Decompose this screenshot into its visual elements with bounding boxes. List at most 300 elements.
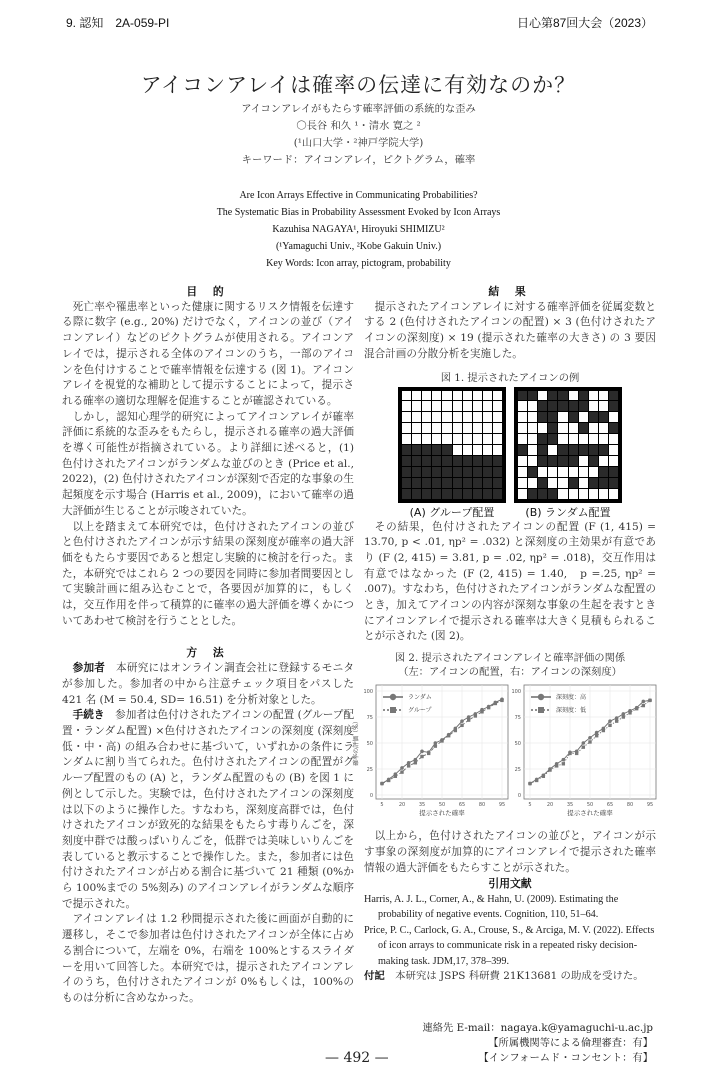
icon-colored xyxy=(422,456,431,466)
english-affiliations: (¹Yamaguchi Univ., ²Kobe Gakuin Univ.) xyxy=(275,241,442,252)
icon-blank xyxy=(579,478,588,488)
data-point xyxy=(400,771,403,774)
icon-blank xyxy=(599,434,608,444)
icon-blank xyxy=(463,401,472,411)
icon-blank xyxy=(493,401,502,411)
icon-colored xyxy=(463,489,472,499)
icon-blank xyxy=(473,391,482,401)
page-number: — 492 — xyxy=(325,1049,389,1066)
data-point xyxy=(487,706,490,709)
purpose-paragraph: しかし，認知心理学的研究によってアイコンアレイが確率評価に系統的な歪みをもたらし，提示される確率の過大評価を導く可能性が指摘されている。より詳細に述べると，(1) 色付けされたアイコンがランダムな並びのとき (Price et al., 2022)，(2) 色付けされたアイコンが深刻で否定的な事象の生起頻度を示す場合 (Harris et al., 2009)，において確率の過大評価が生じることが示唆されていた。 xyxy=(62,410,354,517)
figure1-label-a: (A) グループ配置 xyxy=(409,505,495,519)
x-tick-label: 5 xyxy=(528,802,532,809)
data-point xyxy=(588,736,592,740)
data-point xyxy=(420,755,423,758)
icon-blank xyxy=(453,412,462,422)
data-point xyxy=(588,740,591,743)
icon-colored xyxy=(558,401,567,411)
icon-blank xyxy=(402,434,411,444)
icon-blank xyxy=(432,401,441,411)
icon-colored xyxy=(518,391,527,401)
authors: 〇長谷 和久 ¹・清水 寛之 ² xyxy=(296,120,421,132)
icon-colored xyxy=(402,478,411,488)
keywords: キーワード：アイコンアレイ，ピクトグラム，確率 xyxy=(241,154,476,166)
icon-colored xyxy=(548,456,557,466)
icon-colored xyxy=(548,391,557,401)
icon-colored xyxy=(569,401,578,411)
icon-colored xyxy=(422,489,431,499)
icon-blank xyxy=(412,434,421,444)
participants-label: 参加者 xyxy=(72,662,106,675)
footer-contact-block xyxy=(422,1021,653,1066)
icon-colored xyxy=(473,478,482,488)
icon-blank xyxy=(538,391,547,401)
icon-blank xyxy=(493,434,502,444)
icon-blank xyxy=(422,412,431,422)
results-paragraph: 提示されたアイコンアレイに対する確率評価を従属変数とする 2 (色付けされたアイコンの配置) × 3 (色付けされたアイコンの深刻度) × 19 (提示された確率の大きさ) の 3 要因混合計画の分散分析を実施した。 xyxy=(364,300,656,360)
english-keywords: Key Words: Icon array, pictogram, probability xyxy=(266,258,451,269)
legend-marker xyxy=(538,707,544,713)
icon-array-random xyxy=(514,387,622,503)
data-point xyxy=(642,704,645,707)
paper-subtitle: アイコンアレイがもたらす確率評価の系統的な歪み xyxy=(241,103,476,115)
icon-blank xyxy=(579,489,588,499)
data-point xyxy=(467,719,470,722)
data-point xyxy=(407,761,411,765)
informed-consent: 【インフォームド・コンセント：有】 xyxy=(478,1051,653,1064)
x-axis-label: 提示された確率 xyxy=(419,809,465,818)
icon-blank xyxy=(463,434,472,444)
data-point xyxy=(460,720,464,724)
icon-colored xyxy=(402,467,411,477)
data-point xyxy=(434,745,437,748)
icon-blank xyxy=(599,489,608,499)
icon-colored xyxy=(599,467,608,477)
method-heading: 方 法 xyxy=(186,646,230,660)
icon-colored xyxy=(483,456,492,466)
icon-colored xyxy=(432,467,441,477)
icon-colored xyxy=(599,478,608,488)
icon-blank xyxy=(538,467,547,477)
data-point xyxy=(562,762,565,765)
icon-colored xyxy=(493,467,502,477)
icon-blank xyxy=(569,467,578,477)
icon-blank xyxy=(528,423,537,433)
icon-blank xyxy=(528,401,537,411)
icon-blank xyxy=(518,478,527,488)
icon-blank xyxy=(463,412,472,422)
x-tick-label: 65 xyxy=(458,802,466,809)
icon-colored xyxy=(589,412,598,422)
icon-blank xyxy=(609,412,618,422)
icon-blank xyxy=(609,456,618,466)
icon-blank xyxy=(493,423,502,433)
figure1-label-b: (B) ランダム配置 xyxy=(525,505,611,519)
note-text: 本研究は JSPS 科研費 21K13681 の助成を受けた。 xyxy=(395,970,644,983)
data-point xyxy=(622,715,625,718)
icon-blank xyxy=(518,423,527,433)
icon-colored xyxy=(453,456,462,466)
icon-blank xyxy=(402,423,411,433)
icon-blank xyxy=(483,423,492,433)
purpose-paragraph: 死亡率や罹患率といった健康に関するリスク情報を伝達する際に数字 (e.g., 20%) だけでなく，アイコンの並び（アイコンアレイ）などのピクトグラムが使用される。アイコンアレイでは，提示される全体のアイコンのうち，一部のアイコンを色付けすることで確率情報を伝達する (図 1)。アイコンアレイを視覚的な補助として提示することによって，提示される確率の適切な理解を促進することが確認されている。 xyxy=(62,300,354,407)
icon-colored xyxy=(442,467,451,477)
icon-colored xyxy=(548,434,557,444)
icon-blank xyxy=(548,467,557,477)
y-tick-label: 75 xyxy=(366,715,373,722)
icon-blank xyxy=(609,445,618,455)
icon-blank xyxy=(442,423,451,433)
icon-blank xyxy=(589,434,598,444)
data-point xyxy=(542,775,545,778)
figure1-caption: 図 1. 提示されたアイコンの例 xyxy=(440,371,580,384)
x-tick-label: 50 xyxy=(586,802,594,809)
icon-blank xyxy=(412,423,421,433)
icon-blank xyxy=(463,423,472,433)
figure1-panel-a xyxy=(398,387,506,520)
icon-blank xyxy=(453,401,462,411)
icon-blank xyxy=(538,423,547,433)
icon-blank xyxy=(518,434,527,444)
data-point xyxy=(447,734,450,737)
icon-colored xyxy=(548,412,557,422)
icon-blank xyxy=(422,423,431,433)
icon-colored xyxy=(528,391,537,401)
icon-blank xyxy=(432,423,441,433)
icon-colored xyxy=(473,489,482,499)
icon-colored xyxy=(483,489,492,499)
participants-paragraph xyxy=(62,661,354,708)
icon-blank xyxy=(518,467,527,477)
body-columns xyxy=(62,284,656,1007)
note-label: 付記 xyxy=(364,970,385,983)
icon-blank xyxy=(493,412,502,422)
data-point xyxy=(622,712,626,716)
icon-blank xyxy=(569,391,578,401)
figure1 xyxy=(364,387,656,520)
data-point xyxy=(602,729,605,732)
icon-blank xyxy=(493,391,502,401)
icon-blank xyxy=(432,434,441,444)
icon-blank xyxy=(483,434,492,444)
icon-blank xyxy=(599,423,608,433)
icon-blank xyxy=(473,423,482,433)
icon-blank xyxy=(483,401,492,411)
icon-colored xyxy=(609,423,618,433)
icon-blank xyxy=(412,412,421,422)
data-point xyxy=(595,734,598,737)
data-point xyxy=(628,711,631,714)
icon-colored xyxy=(538,434,547,444)
icon-blank xyxy=(518,401,527,411)
data-point xyxy=(427,752,430,755)
results-section-2 xyxy=(364,520,656,646)
data-point xyxy=(635,707,638,710)
icon-blank xyxy=(453,434,462,444)
y-tick-label: 100 xyxy=(511,689,521,696)
icon-blank xyxy=(402,401,411,411)
icon-blank xyxy=(569,423,578,433)
icon-colored xyxy=(432,445,441,455)
icon-colored xyxy=(402,445,411,455)
icon-blank xyxy=(483,412,492,422)
icon-colored xyxy=(412,489,421,499)
affiliations: (¹山口大学・²神戸学院大学) xyxy=(293,137,424,149)
icon-colored xyxy=(432,478,441,488)
icon-blank xyxy=(473,412,482,422)
icon-blank xyxy=(558,467,567,477)
icon-colored xyxy=(609,467,618,477)
english-title: Are Icon Arrays Effective in Communicating Probabilities? xyxy=(239,190,478,201)
icon-blank xyxy=(493,445,502,455)
icon-blank xyxy=(473,445,482,455)
icon-blank xyxy=(589,391,598,401)
results-heading: 結 果 xyxy=(488,285,532,298)
purpose-paragraph: 以上を踏まえて本研究では，色付けされたアイコンの並びと色付けされたアイコンが示す結果の深刻度が確率の過大評価をもたらす要因であると想定し実験的に検討を行った。また，本研究ではこれら 2 つの要因を同時に参加者間要因として実験計画に組み込むことで，各要因が加算的に，もしくは，交互作用を伴って積算的に確率の過大評価を導くかについてあわせて検討を行うこととした。 xyxy=(62,520,354,627)
icon-blank xyxy=(442,391,451,401)
icon-colored xyxy=(442,445,451,455)
acknowledgement xyxy=(364,969,656,985)
legend-label: グループ xyxy=(408,707,432,715)
icon-blank xyxy=(473,401,482,411)
data-point xyxy=(500,699,503,702)
icon-blank xyxy=(558,489,567,499)
x-axis-label: 提示された確率 xyxy=(567,809,613,818)
icon-colored xyxy=(412,445,421,455)
icon-colored xyxy=(609,401,618,411)
data-point xyxy=(642,700,646,704)
icon-colored xyxy=(609,391,618,401)
icon-colored xyxy=(538,489,547,499)
data-point xyxy=(387,779,390,782)
contact-email: 連絡先 E-mail：nagaya.k@yamaguchi-u.ac.jp xyxy=(422,1021,653,1034)
icon-blank xyxy=(402,412,411,422)
icon-colored xyxy=(579,401,588,411)
figure2-caption: 図 2. 提示されたアイコンアレイと確率評価の関係 xyxy=(394,652,626,665)
page-header xyxy=(66,0,653,34)
data-point xyxy=(595,731,599,735)
results-section-3 xyxy=(364,829,656,985)
x-tick-label: 80 xyxy=(478,802,486,809)
icon-blank xyxy=(528,434,537,444)
icon-blank xyxy=(589,401,598,411)
data-point xyxy=(568,752,571,755)
data-point xyxy=(414,761,417,764)
icon-blank xyxy=(483,391,492,401)
icon-blank xyxy=(518,489,527,499)
legend-marker xyxy=(538,694,544,700)
icon-colored xyxy=(579,445,588,455)
results-paragraph: 以上から，色付けされたアイコンの並びと，アイコンが示す事象の深刻度が加算的にアイコンアレイで提示された確率情報の過大評価をもたらすことが示された。 xyxy=(364,830,656,874)
icon-colored xyxy=(453,489,462,499)
icon-blank xyxy=(432,391,441,401)
data-point xyxy=(394,775,397,778)
reference-item: Price, P. C., Carlock, G. A., Crouse, S., & Arciga, M. V. (2022). Effects of icon arrays to communicate risk in a repeated risky decision-making task. JDM,17, 378–399. xyxy=(364,924,655,967)
icon-colored xyxy=(589,456,598,466)
legend-label: 深刻度：低 xyxy=(556,707,587,715)
icon-blank xyxy=(518,456,527,466)
icon-colored xyxy=(422,467,431,477)
icon-colored xyxy=(589,445,598,455)
icon-colored xyxy=(589,478,598,488)
icon-blank xyxy=(599,391,608,401)
icon-blank xyxy=(483,445,492,455)
icon-colored xyxy=(528,467,537,477)
icon-colored xyxy=(402,456,411,466)
icon-blank xyxy=(589,489,598,499)
icon-blank xyxy=(558,478,567,488)
x-tick-label: 5 xyxy=(380,802,384,809)
icon-blank xyxy=(548,478,557,488)
data-point xyxy=(582,746,585,749)
data-point xyxy=(615,716,619,720)
icon-colored xyxy=(453,478,462,488)
data-point xyxy=(555,764,558,767)
icon-colored xyxy=(402,489,411,499)
x-tick-label: 50 xyxy=(438,802,446,809)
icon-colored xyxy=(548,489,557,499)
icon-blank xyxy=(412,391,421,401)
data-point xyxy=(380,782,383,785)
header-conference: 日心第87回大会（2023） xyxy=(516,16,653,30)
icon-colored xyxy=(528,489,537,499)
x-tick-label: 35 xyxy=(566,802,574,809)
left-column xyxy=(62,284,354,1007)
x-tick-label: 20 xyxy=(398,802,406,809)
icon-blank xyxy=(569,489,578,499)
icon-colored xyxy=(569,478,578,488)
data-point xyxy=(648,699,651,702)
icon-blank xyxy=(579,434,588,444)
icon-colored xyxy=(463,478,472,488)
icon-blank xyxy=(599,456,608,466)
data-point xyxy=(615,720,618,723)
icon-colored xyxy=(538,401,547,411)
icon-blank xyxy=(558,434,567,444)
x-tick-label: 65 xyxy=(606,802,614,809)
data-point xyxy=(440,739,443,742)
icon-colored xyxy=(412,467,421,477)
icon-colored xyxy=(412,478,421,488)
y-tick-label: 25 xyxy=(514,767,521,774)
data-point xyxy=(474,714,477,717)
icon-blank xyxy=(558,412,567,422)
icon-colored xyxy=(599,445,608,455)
data-point xyxy=(460,724,463,727)
data-point xyxy=(562,758,566,762)
icon-blank xyxy=(402,391,411,401)
results-section xyxy=(364,284,656,363)
data-point xyxy=(528,782,531,785)
x-tick-label: 95 xyxy=(498,802,506,809)
icon-blank xyxy=(599,401,608,411)
icon-blank xyxy=(463,391,472,401)
paper-title: アイコンアレイは確率の伝達に有効なのか？ xyxy=(140,73,577,97)
legend-marker xyxy=(390,707,396,713)
icon-colored xyxy=(538,445,547,455)
icon-blank xyxy=(528,445,537,455)
data-point xyxy=(414,758,418,762)
data-point xyxy=(608,724,611,727)
data-point xyxy=(548,768,551,771)
icon-blank xyxy=(422,391,431,401)
x-tick-label: 35 xyxy=(418,802,426,809)
references-heading: 引用文献 xyxy=(488,877,532,891)
icon-colored xyxy=(483,467,492,477)
data-point xyxy=(480,710,483,713)
icon-colored xyxy=(538,478,547,488)
figure1-panel-b xyxy=(514,387,622,520)
icon-colored xyxy=(609,478,618,488)
icon-blank xyxy=(453,391,462,401)
icon-colored xyxy=(432,489,441,499)
icon-blank xyxy=(412,401,421,411)
icon-blank xyxy=(528,478,537,488)
figure2-chart xyxy=(350,681,660,823)
icon-colored xyxy=(453,467,462,477)
y-tick-label: 0 xyxy=(369,793,373,800)
icon-colored xyxy=(493,489,502,499)
header-session: 9. 認知 2A-059-PI xyxy=(66,16,170,30)
icon-blank xyxy=(442,401,451,411)
icon-blank xyxy=(422,434,431,444)
icon-blank xyxy=(548,445,557,455)
icon-array-group xyxy=(398,387,506,503)
data-point xyxy=(582,741,586,745)
icon-blank xyxy=(589,423,598,433)
data-point xyxy=(407,764,410,767)
icon-colored xyxy=(558,445,567,455)
right-column xyxy=(353,284,656,1007)
results-paragraph: その結果，色付けされたアイコンの配置 (F (1, 415) = 13.70, p < .01, ηp² = .032) と深刻度の主効果が有意であり (F (2, 415) = 3.81, p = .02, ηp² = .018)，交互作用は有意ではなかった (F (2, 415) = 1.40, p =.25, ηp² = .007)。すなわち，色付けされたアイコンがランダムな配置のとき，加えてアイコンの内容が深刻な事象の生起を表すときにアイコンアレイで提示される確率は大きく見積もられることが示された (図 2)。 xyxy=(364,520,656,643)
data-point xyxy=(400,766,404,770)
y-tick-label: 50 xyxy=(366,741,373,748)
data-point xyxy=(535,779,538,782)
icon-colored xyxy=(538,412,547,422)
data-point xyxy=(575,752,578,755)
figure2-subcaption: （左：アイコンの配置，右：アイコンの深刻度） xyxy=(398,666,622,679)
data-point xyxy=(420,750,424,754)
procedure-text: 参加者は色付けされたアイコンの配置 (グループ配置・ランダム配置) ×色付けされたアイコンの深刻度 (深刻度低・中・高) の組み合わせに基づいて，いずれかの条件にランダムに割り当てられた。色付けされたアイコンの配置がグループ配置のもの (A) と，ランダム配置のもの (B) を図 1 に例として示した。実験では，色付けされたアイコンの深刻度は以下のように操作した。すなわち，深刻度高群では，色付けされたアイコンが致死的な結果をもたらす毒りんごを，深刻度中群では酸っぱいりんごを，低群では美味しいりんごを表していると教示することで操作した。また，参加者には色付けされたアイコンが占める割合に基づいて 21 種類 (0%から 100%までの 5%刻み) のアイコンアレイがランダムな順序で提示された。 xyxy=(62,709,354,910)
icon-colored xyxy=(442,489,451,499)
icon-blank xyxy=(579,412,588,422)
icon-blank xyxy=(569,434,578,444)
icon-colored xyxy=(493,478,502,488)
legend-label: ランダム xyxy=(408,694,432,702)
icon-blank xyxy=(589,467,598,477)
y-tick-label: 75 xyxy=(514,715,521,722)
participants-text: 本研究にはオンライン調査会社に登録するモニタが参加した。参加者の中から注意チェック項目をパスした 421 名 (M = 50.4, SD= 16.51) を分析対象とした。 xyxy=(62,662,355,706)
icon-colored xyxy=(473,456,482,466)
x-tick-label: 95 xyxy=(646,802,654,809)
icon-blank xyxy=(453,445,462,455)
ethics-review: 【所属機関等による倫理審査：有】 xyxy=(488,1036,653,1049)
icon-blank xyxy=(558,423,567,433)
y-tick-label: 50 xyxy=(514,741,521,748)
purpose-heading: 目 的 xyxy=(186,285,230,298)
icon-colored xyxy=(558,456,567,466)
reference-item: Harris, A. J. L., Corner, A., & Hahn, U. (2009). Estimating the probability of negative events. Cognition, 110, 51–64. xyxy=(364,893,619,921)
english-authors: Kazuhisa NAGAYA¹, Hiroyuki SHIMIZU² xyxy=(272,224,445,235)
icon-colored xyxy=(412,456,421,466)
icon-colored xyxy=(483,478,492,488)
icon-colored xyxy=(548,401,557,411)
icon-colored xyxy=(463,456,472,466)
icon-colored xyxy=(422,478,431,488)
icon-colored xyxy=(493,456,502,466)
icon-colored xyxy=(569,412,578,422)
icon-blank xyxy=(609,434,618,444)
